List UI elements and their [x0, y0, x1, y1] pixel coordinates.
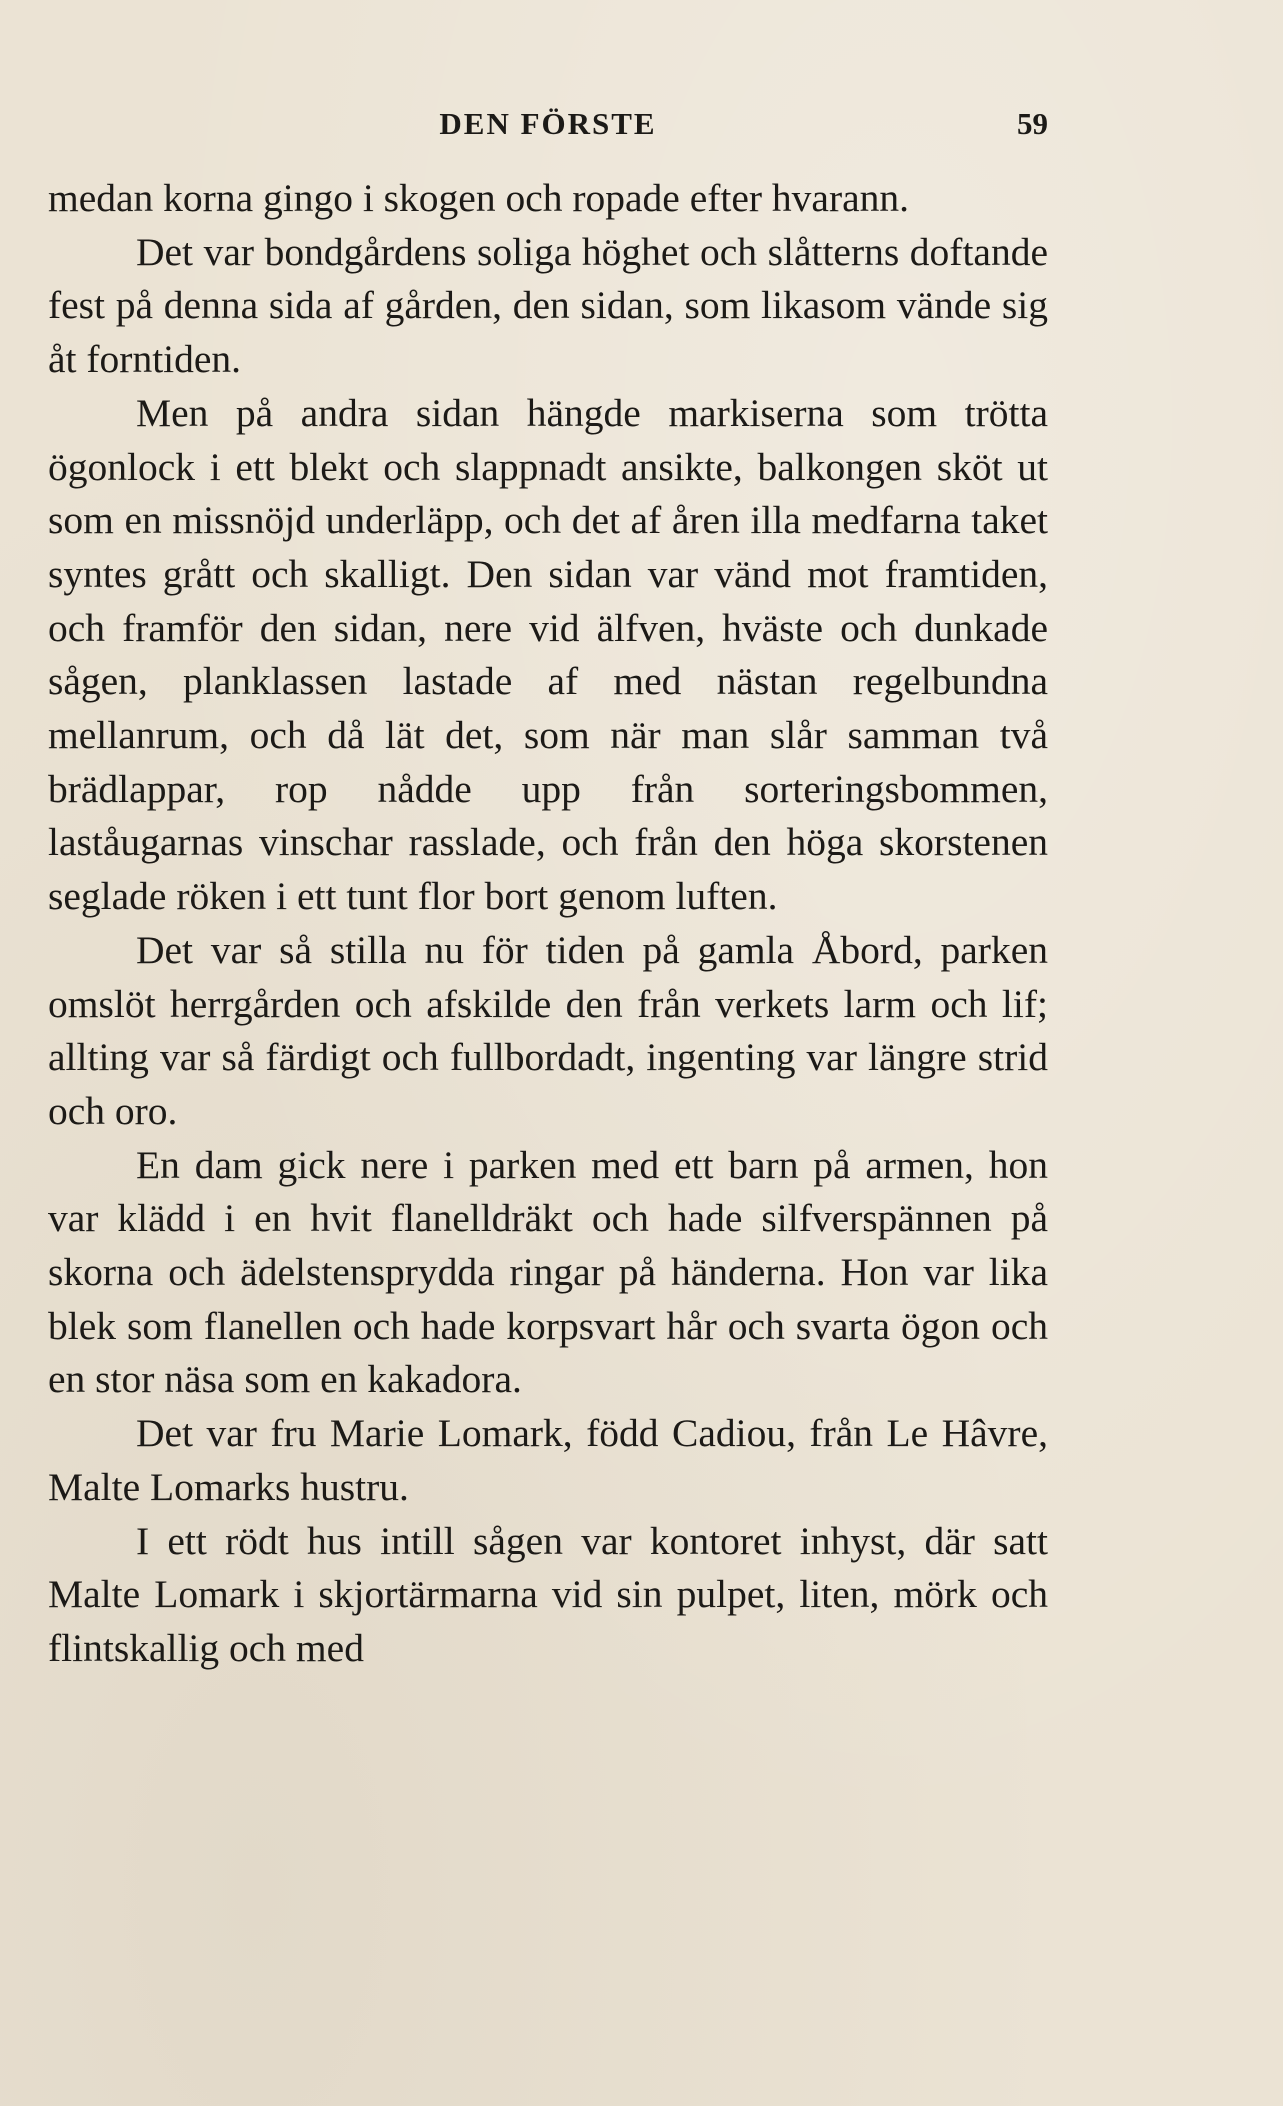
paragraph: En dam gick nere i parken med ett barn på armen, hon var klädd i en hvit flanelldräkt och hade silfverspännen på skorna och ädelstensprydda ringar på händerna. Hon var lika blek som flanellen och hade korpsvart hår och svarta ögon och en stor näsa som en kakadora.: [48, 1142, 1048, 1402]
page-number: 59: [1017, 106, 1048, 141]
paragraph: I ett rödt hus intill sågen var kontoret inhyst, där satt Malte Lomark i skjortärmarna vid sin pulpet, liten, mörk och flintskallig och med: [48, 1518, 1048, 1670]
paragraph: Det var fru Marie Lomark, född Cadiou, från Le Hâvre, Malte Lomarks hustru.: [48, 1411, 1048, 1509]
paragraph: Det var bondgårdens soliga höghet och slåtterns doftande fest på denna sida af gården, den sidan, som likasom vände sig åt forntiden.: [48, 229, 1048, 382]
paragraph-continued: medan korna gingo i skogen och ropade efter hvarann.: [48, 176, 910, 220]
running-head: [48, 102, 1048, 142]
paragraph: Det var så stilla nu för tiden på gamla Åbord, parken omslöt herrgården och afskilde den från verkets larm och lif; allting var så färdigt och fullbordadt, ingenting var längre strid och oro.: [48, 927, 1048, 1133]
body-text: [48, 172, 1048, 1676]
paragraph: Men på andra sidan hängde markiserna som trötta ögonlock i ett blekt och slappnadt ansikte, balkongen sköt ut som en missnöjd underläpp, och det af åren illa medfarna taket syntes grått och skalligt. Den sidan var vänd mot framtiden, och framför den sidan, nere vid älfven, hväste och dunkade sågen, planklassen lastade af med nästan regelbundna mellanrum, och då lät det, som när man slår samman två brädlappar, rop nådde upp från sorteringsbommen, laståugarnas vinschar rasslade, och från den höga skorstenen seglade röken i ett tunt flor bort genom luften.: [48, 390, 1048, 919]
running-title: DEN FÖRSTE: [439, 106, 657, 141]
